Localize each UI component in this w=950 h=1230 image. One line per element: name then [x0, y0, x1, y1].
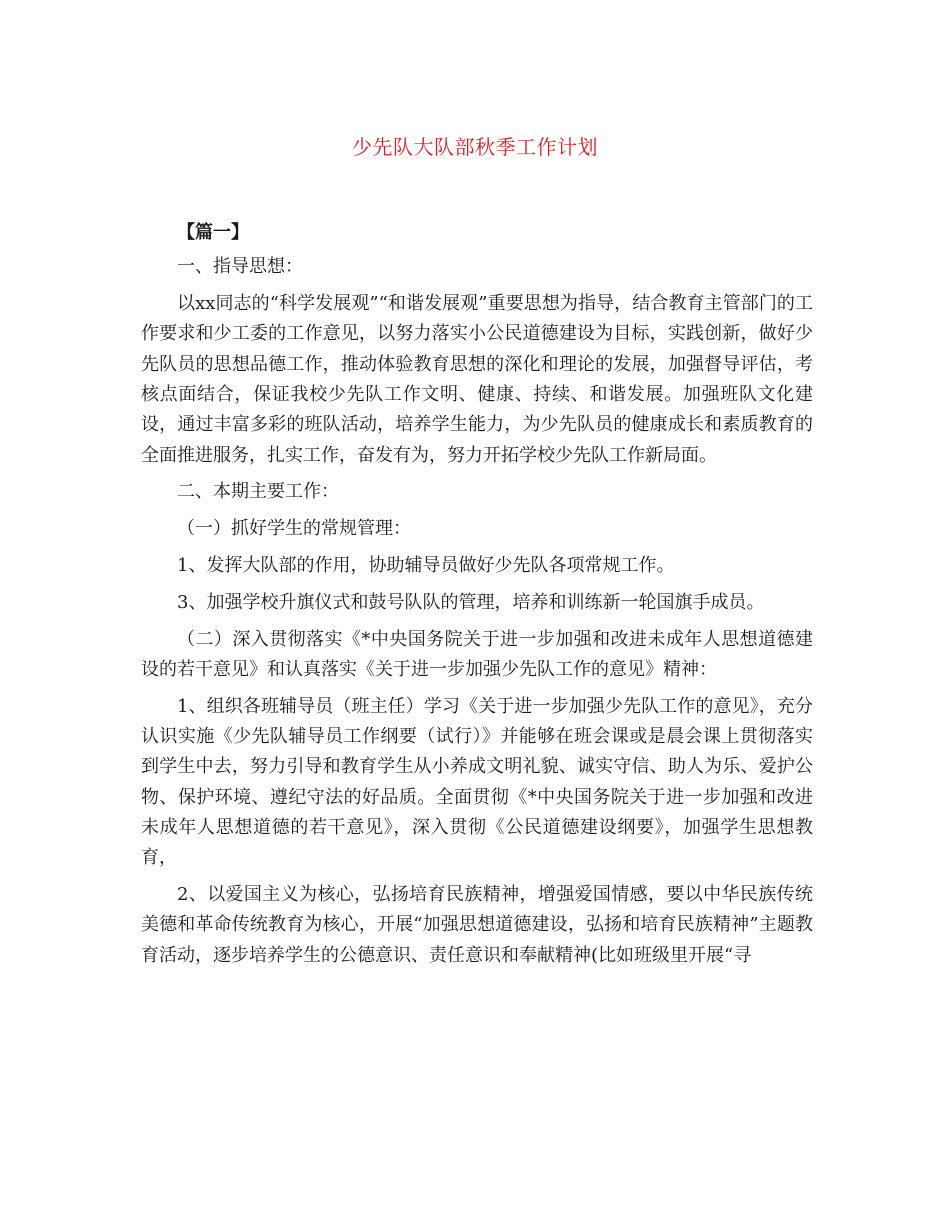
subheading-implementation: （二）深入贯彻落实《*中央国务院关于进一步加强和改进未成年人思想道德建设的若干意见》和认真落实《关于进一步加强少先队工作的意见》精神： [141, 628, 813, 680]
subheading-routine-management: （一）抓好学生的常规管理： [177, 518, 411, 540]
item-counselor-study: 1、组织各班辅导员（班主任）学习《关于进一步加强少先队工作的意见》，充分认识实施《少先队辅导员工作纲要（试行）》并能够在班会课或是晨会课上贯彻落实到学生中去，努力引导和教育学生从小养成文明礼貌、诚实守信、助人为乐、爱护公物、保护环境、遵纪守法的好品质。全面贯彻《*中央国务院关于进一步加强和改进未成年人思想道德的若干意见》，深入贯彻《公民道德建设纲要》，加强学生思想教育， [141, 695, 813, 869]
heading-main-work: 二、本期主要工作： [177, 481, 339, 503]
document-title: 少先队大队部秋季工作计划 [352, 135, 598, 159]
section-label: 【篇一】 [177, 222, 249, 243]
paragraph-guiding-thought: 以xx同志的“科学发展观”“和谐发展观”重要思想为指导，结合教育主管部门的工作要求和少工委的工作意见，以努力落实小公民道德建设为目标，实践创新，做好少先队员的思想品德工作，推动体验教育思想的深化和理论的发展，加强督导评估，考核点面结合，保证我校少先队工作文明、健康、持续、和谐发展。加强班队文化建设，通过丰富多彩的班队活动，培养学生能力，为少先队员的健康成长和素质教育的全面推进服务，扎实工作，奋发有为，努力开拓学校少先队工作新局面。 [141, 293, 813, 466]
item-brigade-role: 1、发挥大队部的作用，协助辅导员做好少先队各项常规工作。 [177, 554, 675, 576]
item-patriotism: 2、以爱国主义为核心，弘扬培育民族精神，增强爱国情感，要以中华民族传统美德和革命传统教育为核心，开展“加强思想道德建设，弘扬和培育民族精神”主题教育活动，逐步培养学生的公德意识、责任意识和奉献精神(比如班级里开展“寻 [141, 883, 813, 966]
document-body [141, 218, 813, 977]
heading-guiding-thought: 一、指导思想： [177, 256, 303, 278]
item-flag-ceremony: 3、加强学校升旗仪式和鼓号队队的管理，培养和训练新一轮国旗手成员。 [177, 591, 765, 613]
